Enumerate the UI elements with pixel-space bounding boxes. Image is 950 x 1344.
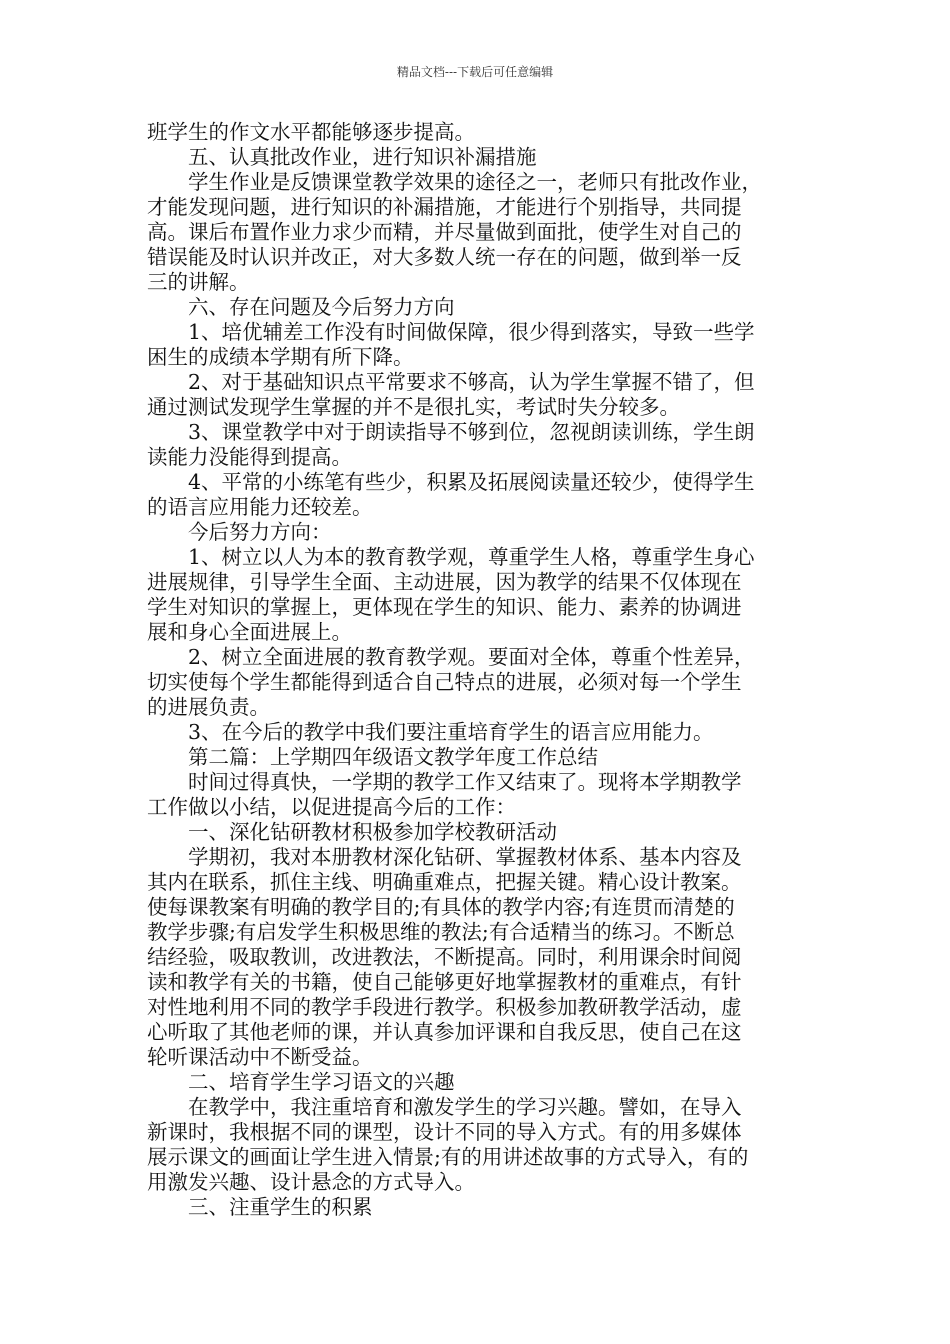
text-line: 错误能及时认识并改正，对大多数人统一存在的问题，做到举一反 xyxy=(147,245,742,269)
text-line: 在教学中，我注重培育和激发学生的学习兴趣。譬如，在导入 xyxy=(188,1095,742,1119)
text-line: 二、培育学生学习语文的兴趣 xyxy=(188,1070,455,1094)
text-line: 1、培优辅差工作没有时间做保障，很少得到落实，导致一些学 xyxy=(188,320,755,344)
text-line: 结经验，吸取教训，改进教法，不断提高。同时，利用课余时间阅 xyxy=(147,945,742,969)
text-line: 展示课文的画面让学生进入情景;有的用讲述故事的方式导入，有的 xyxy=(147,1145,749,1169)
text-line: 其内在联系，抓住主线、明确重难点，把握关键。精心设计教案。 xyxy=(147,870,742,894)
text-line: 用激发兴趣、设计悬念的方式导入。 xyxy=(147,1170,475,1194)
text-line: 1、树立以人为本的教育教学观，尊重学生人格，尊重学生身心 xyxy=(188,545,755,569)
text-line: 4、平常的小练笔有些少，积累及拓展阅读量还较少，使得学生 xyxy=(188,470,755,494)
text-line: 3、课堂教学中对于朗读指导不够到位，忽视朗读训练，学生朗 xyxy=(188,420,755,444)
text-line: 学生对知识的掌握上，更体现在学生的知识、能力、素养的协调进 xyxy=(147,595,742,619)
text-line: 班学生的作文水平都能够逐步提高。 xyxy=(147,120,475,144)
text-line: 3、在今后的教学中我们要注重培育学生的语言应用能力。 xyxy=(188,720,714,744)
text-line: 使每课教案有明确的教学目的;有具体的教学内容;有连贯而清楚的 xyxy=(147,895,735,919)
text-line: 2、对于基础知识点平常要求不够高，认为学生掌握不错了，但 xyxy=(188,370,755,394)
text-line: 困生的成绩本学期有所下降。 xyxy=(147,345,414,369)
text-line: 五、认真批改作业，进行知识补漏措施 xyxy=(188,145,537,169)
text-line: 工作做以小结，以促进提高今后的工作： xyxy=(147,795,516,819)
text-line: 2、树立全面进展的教育教学观。要面对全体，尊重个性差异， xyxy=(188,645,755,669)
text-line: 心听取了其他老师的课，并认真参加评课和自我反思，使自己在这 xyxy=(147,1020,742,1044)
text-line: 六、存在问题及今后努力方向 xyxy=(188,295,455,319)
text-line: 轮听课活动中不断受益。 xyxy=(147,1045,373,1069)
text-line: 学生作业是反馈课堂教学效果的途径之一，老师只有批改作业， xyxy=(188,170,762,194)
text-line: 对性地利用不同的教学手段进行教学。积极参加教研教学活动，虚 xyxy=(147,995,742,1019)
text-line: 才能发现问题，进行知识的补漏措施，才能进行个别指导，共同提 xyxy=(147,195,742,219)
text-line: 教学步骤;有启发学生积极思维的教法;有合适精当的练习。不断总 xyxy=(147,920,735,944)
text-line: 一、深化钻研教材积极参加学校教研活动 xyxy=(188,820,557,844)
document-body xyxy=(147,120,807,1220)
text-line: 高。课后布置作业力求少而精，并尽量做到面批，使学生对自己的 xyxy=(147,220,742,244)
text-line: 读能力没能得到提高。 xyxy=(147,445,352,469)
text-line: 时间过得真快，一学期的教学工作又结束了。现将本学期教学 xyxy=(188,770,742,794)
text-line: 今后努力方向： xyxy=(188,520,332,544)
text-line: 三、注重学生的积累 xyxy=(188,1195,373,1219)
text-line: 读和教学有关的书籍，使自己能够更好地掌握教材的重难点，有针 xyxy=(147,970,742,994)
page-header: 精品文档---下载后可任意编辑 xyxy=(396,65,554,79)
text-line: 的进展负责。 xyxy=(147,695,270,719)
text-line: 进展规律，引导学生全面、主动进展，因为教学的结果不仅体现在 xyxy=(147,570,742,594)
text-line: 通过测试发现学生掌握的并不是很扎实，考试时失分较多。 xyxy=(147,395,680,419)
text-line: 新课时，我根据不同的课型，设计不同的导入方式。有的用多媒体 xyxy=(147,1120,742,1144)
text-line: 第二篇：上学期四年级语文教学年度工作总结 xyxy=(188,745,598,769)
text-line: 展和身心全面进展上。 xyxy=(147,620,352,644)
text-line: 学期初，我对本册教材深化钻研、掌握教材体系、基本内容及 xyxy=(188,845,742,869)
text-line: 三的讲解。 xyxy=(147,270,250,294)
text-line: 的语言应用能力还较差。 xyxy=(147,495,373,519)
text-line: 切实使每个学生都能得到适合自己特点的进展，必须对每一个学生 xyxy=(147,670,742,694)
